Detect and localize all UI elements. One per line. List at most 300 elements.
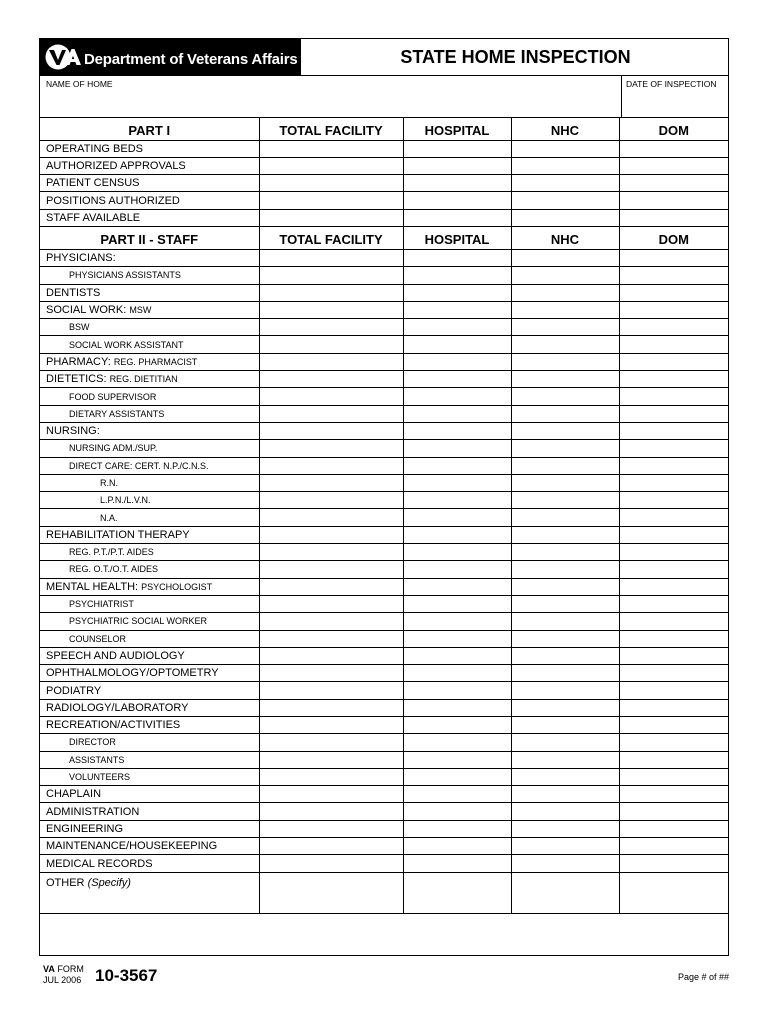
entry-cell[interactable] (403, 405, 511, 422)
row-label-text: SOCIAL WORK ASSISTANT (69, 339, 184, 350)
entry-cell[interactable] (403, 319, 511, 336)
entry-cell[interactable] (259, 838, 403, 855)
entry-cell[interactable] (511, 353, 619, 370)
row-label (40, 855, 259, 872)
row-label-text: VOLUNTEERS (69, 772, 131, 783)
entry-cell[interactable] (403, 388, 511, 405)
entry-cell[interactable] (619, 717, 728, 734)
va-label: VA (43, 964, 55, 974)
row-label (40, 457, 259, 474)
entry-cell[interactable] (511, 717, 619, 734)
entry-cell[interactable] (511, 284, 619, 301)
entry-cell[interactable] (403, 371, 511, 388)
entry-cell[interactable] (259, 492, 403, 509)
row-label-text: AUTHORIZED APPROVALS (46, 159, 186, 172)
table-row (40, 422, 728, 439)
entry-cell[interactable] (511, 820, 619, 837)
entry-cell[interactable] (619, 249, 728, 266)
entry-cell[interactable] (619, 388, 728, 405)
entry-cell[interactable] (619, 336, 728, 353)
entry-cell[interactable] (259, 353, 403, 370)
entry-cell[interactable] (403, 838, 511, 855)
table-row (40, 440, 728, 457)
entry-cell[interactable] (259, 474, 403, 491)
entry-cell[interactable] (259, 209, 403, 226)
row-label (40, 140, 259, 157)
other-specify: (Specify) (87, 876, 131, 889)
entry-cell[interactable] (511, 855, 619, 872)
row-label (40, 388, 259, 405)
date-of-inspection-field[interactable] (621, 75, 730, 117)
entry-cell[interactable] (403, 855, 511, 872)
row-label-text: OPERATING BEDS (46, 142, 143, 155)
table-row (40, 647, 728, 664)
entry-cell[interactable] (619, 526, 728, 543)
entry-cell[interactable] (619, 209, 728, 226)
table-row (40, 492, 728, 509)
row-label (40, 838, 259, 855)
table-row (40, 336, 728, 353)
row-label (40, 319, 259, 336)
table-row (40, 301, 728, 318)
row-label-text: PODIATRY (46, 684, 102, 697)
entry-cell[interactable] (259, 192, 403, 209)
form-number: 10-3567 (95, 966, 158, 985)
entry-cell[interactable] (259, 249, 403, 266)
table-row (40, 267, 728, 284)
table-row (40, 838, 728, 855)
column-header: DOM (619, 117, 728, 140)
entry-cell[interactable] (403, 209, 511, 226)
entry-cell[interactable] (403, 422, 511, 439)
entry-cell[interactable] (259, 544, 403, 561)
table-row (40, 630, 728, 647)
table-row (40, 353, 728, 370)
entry-cell[interactable] (619, 872, 728, 913)
entry-cell[interactable] (619, 734, 728, 751)
row-label-text: SOCIAL WORK: (46, 304, 130, 317)
row-label-text: DIRECT CARE: CERT. N.P./C.N.S. (69, 460, 209, 471)
entry-cell[interactable] (511, 249, 619, 266)
entry-cell[interactable] (619, 630, 728, 647)
table-row (40, 371, 728, 388)
row-label-text: N.A. (100, 512, 118, 523)
table-row (40, 561, 728, 578)
entry-cell[interactable] (403, 734, 511, 751)
row-label-text: FOOD SUPERVISOR (69, 391, 157, 402)
entry-cell[interactable] (619, 613, 728, 630)
table-row (40, 405, 728, 422)
table-row (40, 388, 728, 405)
entry-cell[interactable] (619, 699, 728, 716)
entry-cell[interactable] (511, 734, 619, 751)
row-label-text: DIRECTOR (69, 737, 116, 748)
entry-cell[interactable] (511, 803, 619, 820)
entry-cell[interactable] (403, 544, 511, 561)
entry-cell[interactable] (403, 717, 511, 734)
entry-cell[interactable] (403, 301, 511, 318)
row-label (40, 647, 259, 664)
row-label (40, 267, 259, 284)
entry-cell[interactable] (619, 751, 728, 768)
entry-cell[interactable] (511, 613, 619, 630)
entry-cell[interactable] (511, 140, 619, 157)
entry-cell[interactable] (259, 388, 403, 405)
entry-cell[interactable] (619, 786, 728, 803)
entry-cell[interactable] (511, 440, 619, 457)
entry-cell[interactable] (511, 209, 619, 226)
entry-cell[interactable] (511, 319, 619, 336)
entry-cell[interactable] (619, 405, 728, 422)
table-row (40, 855, 728, 872)
entry-cell[interactable] (403, 682, 511, 699)
table-row (40, 786, 728, 803)
row-sublabel: REG. PHARMACIST (113, 356, 198, 367)
entry-cell[interactable] (259, 717, 403, 734)
table-row (40, 209, 728, 226)
part1-header-title: PART I (40, 117, 259, 140)
entry-cell[interactable] (511, 267, 619, 284)
entry-cell[interactable] (619, 578, 728, 595)
entry-cell[interactable] (403, 699, 511, 716)
entry-cell[interactable] (511, 175, 619, 192)
row-label-text: PHYSICIANS: (46, 252, 116, 265)
entry-cell[interactable] (259, 699, 403, 716)
entry-cell[interactable] (259, 526, 403, 543)
form-word: FORM (54, 964, 84, 974)
entry-cell[interactable] (403, 192, 511, 209)
entry-cell[interactable] (259, 578, 403, 595)
entry-cell[interactable] (619, 371, 728, 388)
entry-cell[interactable] (511, 371, 619, 388)
row-label (40, 595, 259, 612)
entry-cell[interactable] (511, 682, 619, 699)
row-label-text: NURSING: (46, 425, 100, 438)
entry-cell[interactable] (259, 872, 403, 913)
row-label-text: MENTAL HEALTH: (46, 580, 142, 593)
entry-cell[interactable] (403, 509, 511, 526)
row-label-text: PHYSICIANS ASSISTANTS (69, 270, 181, 281)
va-seal-icon (45, 44, 81, 70)
entry-cell[interactable] (619, 140, 728, 157)
entry-cell[interactable] (511, 561, 619, 578)
entry-cell[interactable] (259, 336, 403, 353)
row-sublabel: REG. DIETITIAN (109, 374, 178, 385)
column-header: NHC (511, 117, 619, 140)
name-of-home-field[interactable] (40, 75, 728, 118)
entry-cell[interactable] (511, 474, 619, 491)
row-label (40, 578, 259, 595)
column-header: NHC (511, 226, 619, 249)
row-label (40, 630, 259, 647)
entry-cell[interactable] (619, 457, 728, 474)
entry-cell[interactable] (259, 682, 403, 699)
row-label (40, 682, 259, 699)
row-label-text: REG. O.T./O.T. AIDES (69, 564, 159, 575)
entry-cell[interactable] (619, 440, 728, 457)
row-label-text: OPHTHALMOLOGY/OPTOMETRY (46, 667, 219, 680)
row-label (40, 699, 259, 716)
entry-cell[interactable] (511, 578, 619, 595)
table-row (40, 526, 728, 543)
entry-cell[interactable] (619, 267, 728, 284)
entry-cell[interactable] (511, 630, 619, 647)
entry-cell[interactable] (259, 422, 403, 439)
row-label (40, 209, 259, 226)
form-footer (39, 962, 729, 992)
entry-cell[interactable] (259, 457, 403, 474)
entry-cell[interactable] (259, 855, 403, 872)
entry-cell[interactable] (259, 665, 403, 682)
entry-cell[interactable] (259, 561, 403, 578)
entry-cell[interactable] (619, 544, 728, 561)
department-banner (40, 39, 301, 75)
entry-cell[interactable] (619, 175, 728, 192)
row-label-text: PSYCHIATRIST (69, 599, 134, 610)
entry-cell[interactable] (403, 872, 511, 913)
entry-cell[interactable] (619, 192, 728, 209)
row-sublabel: MSW (129, 305, 152, 316)
entry-cell[interactable] (619, 492, 728, 509)
table-row (40, 457, 728, 474)
entry-cell[interactable] (259, 405, 403, 422)
entry-cell[interactable] (619, 665, 728, 682)
entry-cell[interactable] (403, 578, 511, 595)
entry-cell[interactable] (619, 855, 728, 872)
row-label (40, 526, 259, 543)
entry-cell[interactable] (619, 157, 728, 174)
table-row (40, 682, 728, 699)
part2-header-title: PART II - STAFF (40, 226, 259, 249)
entry-cell[interactable] (619, 561, 728, 578)
entry-cell[interactable] (619, 682, 728, 699)
entry-cell[interactable] (511, 301, 619, 318)
entry-cell[interactable] (403, 249, 511, 266)
table-row (40, 734, 728, 751)
row-label-text: BSW (69, 322, 90, 333)
entry-cell[interactable] (511, 768, 619, 785)
entry-cell[interactable] (619, 838, 728, 855)
entry-cell[interactable] (403, 492, 511, 509)
row-label-text: POSITIONS AUTHORIZED (46, 194, 180, 207)
entry-cell[interactable] (403, 820, 511, 837)
entry-cell[interactable] (403, 768, 511, 785)
column-header: HOSPITAL (403, 117, 511, 140)
column-header: TOTAL FACILITY (259, 226, 403, 249)
department-name: Department of Veterans Affairs (84, 51, 298, 68)
entry-cell[interactable] (259, 157, 403, 174)
entry-cell[interactable] (619, 647, 728, 664)
row-label (40, 786, 259, 803)
table-row (40, 509, 728, 526)
row-label (40, 803, 259, 820)
entry-cell[interactable] (403, 284, 511, 301)
entry-cell[interactable] (619, 319, 728, 336)
entry-cell[interactable] (259, 803, 403, 820)
entry-cell[interactable] (511, 665, 619, 682)
row-label-text: CHAPLAIN (46, 788, 102, 801)
entry-cell[interactable] (619, 509, 728, 526)
entry-cell[interactable] (403, 157, 511, 174)
entry-cell[interactable] (619, 353, 728, 370)
row-label (40, 561, 259, 578)
row-label (40, 405, 259, 422)
entry-cell[interactable] (403, 457, 511, 474)
table-row (40, 249, 728, 266)
entry-cell[interactable] (511, 751, 619, 768)
entry-cell[interactable] (511, 872, 619, 913)
row-label-text: RADIOLOGY/LABORATORY (46, 701, 189, 714)
entry-cell[interactable] (259, 595, 403, 612)
entry-cell[interactable] (619, 474, 728, 491)
entry-cell[interactable] (511, 509, 619, 526)
entry-cell[interactable] (259, 509, 403, 526)
entry-cell[interactable] (511, 336, 619, 353)
entry-cell[interactable] (619, 803, 728, 820)
entry-cell[interactable] (619, 284, 728, 301)
table-row (40, 717, 728, 734)
entry-cell[interactable] (619, 422, 728, 439)
entry-cell[interactable] (403, 175, 511, 192)
row-label (40, 440, 259, 457)
entry-cell[interactable] (511, 544, 619, 561)
entry-cell[interactable] (403, 336, 511, 353)
entry-cell[interactable] (511, 786, 619, 803)
entry-cell[interactable] (511, 838, 619, 855)
entry-cell[interactable] (619, 820, 728, 837)
row-label-text: DENTISTS (46, 286, 101, 299)
table-row (40, 284, 728, 301)
table-row (40, 140, 728, 157)
row-label (40, 613, 259, 630)
row-label-text: COUNSELOR (69, 633, 127, 644)
table-row (40, 665, 728, 682)
entry-cell[interactable] (259, 734, 403, 751)
entry-cell[interactable] (259, 786, 403, 803)
table-row (40, 595, 728, 612)
row-label (40, 249, 259, 266)
entry-cell[interactable] (403, 140, 511, 157)
table-row (40, 192, 728, 209)
row-label-text: SPEECH AND AUDIOLOGY (46, 649, 185, 662)
row-label-text: R.N. (100, 477, 118, 488)
entry-cell[interactable] (259, 820, 403, 837)
va-form-label (43, 964, 84, 986)
form-title: STATE HOME INSPECTION (400, 47, 631, 67)
entry-cell[interactable] (403, 630, 511, 647)
row-label (40, 371, 259, 388)
table-row (40, 319, 728, 336)
table-row (40, 613, 728, 630)
table-row-other (40, 872, 728, 913)
table-row (40, 157, 728, 174)
entry-cell[interactable] (259, 175, 403, 192)
row-label (40, 192, 259, 209)
entry-cell[interactable] (619, 595, 728, 612)
row-label-text: PSYCHIATRIC SOCIAL WORKER (69, 616, 208, 627)
entry-cell[interactable] (259, 267, 403, 284)
table-row (40, 803, 728, 820)
name-of-home-label: NAME OF HOME (46, 79, 113, 89)
row-label (40, 422, 259, 439)
row-label-text: REHABILITATION THERAPY (46, 528, 190, 541)
entry-cell[interactable] (403, 786, 511, 803)
entry-cell[interactable] (259, 319, 403, 336)
page-number: Page # of ## (677, 972, 729, 982)
row-label-text: ENGINEERING (46, 822, 124, 835)
row-label (40, 301, 259, 318)
entry-cell[interactable] (511, 405, 619, 422)
inspection-form (39, 38, 729, 956)
table-row (40, 699, 728, 716)
row-label-text: RECREATION/ACTIVITIES (46, 719, 181, 732)
entry-cell[interactable] (403, 526, 511, 543)
entry-cell[interactable] (403, 665, 511, 682)
entry-cell[interactable] (259, 768, 403, 785)
entry-cell[interactable] (511, 388, 619, 405)
row-label (40, 509, 259, 526)
table-row (40, 544, 728, 561)
row-label (40, 665, 259, 682)
entry-cell[interactable] (511, 492, 619, 509)
entry-cell[interactable] (259, 613, 403, 630)
entry-cell[interactable] (403, 613, 511, 630)
row-label-text: STAFF AVAILABLE (46, 211, 141, 224)
table-row (40, 175, 728, 192)
entry-cell[interactable] (511, 422, 619, 439)
row-label (40, 717, 259, 734)
entry-cell[interactable] (511, 192, 619, 209)
entry-cell[interactable] (619, 768, 728, 785)
row-label-text: MEDICAL RECORDS (46, 857, 153, 870)
entry-cell[interactable] (511, 457, 619, 474)
entry-cell[interactable] (259, 284, 403, 301)
row-label-text: DIETETICS: (46, 373, 110, 386)
entry-cell[interactable] (511, 157, 619, 174)
entry-cell[interactable] (403, 751, 511, 768)
entry-cell[interactable] (511, 595, 619, 612)
entry-cell[interactable] (403, 353, 511, 370)
entry-cell[interactable] (259, 647, 403, 664)
entry-cell[interactable] (511, 526, 619, 543)
row-label (40, 157, 259, 174)
entry-cell[interactable] (403, 440, 511, 457)
entry-cell[interactable] (403, 647, 511, 664)
form-header (40, 39, 728, 76)
entry-cell[interactable] (259, 301, 403, 318)
table-row (40, 820, 728, 837)
entry-cell[interactable] (259, 751, 403, 768)
row-label-text: MAINTENANCE/HOUSEKEEPING (46, 840, 218, 853)
entry-cell[interactable] (403, 267, 511, 284)
row-label (40, 544, 259, 561)
entry-cell[interactable] (511, 699, 619, 716)
entry-cell[interactable] (259, 140, 403, 157)
entry-cell[interactable] (259, 371, 403, 388)
entry-cell[interactable] (403, 595, 511, 612)
entry-cell[interactable] (511, 647, 619, 664)
entry-cell[interactable] (403, 561, 511, 578)
entry-cell[interactable] (619, 301, 728, 318)
table-row (40, 751, 728, 768)
entry-cell[interactable] (259, 440, 403, 457)
entry-cell[interactable] (403, 474, 511, 491)
row-label (40, 751, 259, 768)
row-label (40, 175, 259, 192)
row-label-text: ASSISTANTS (69, 754, 125, 765)
entry-cell[interactable] (403, 803, 511, 820)
entry-cell[interactable] (259, 630, 403, 647)
